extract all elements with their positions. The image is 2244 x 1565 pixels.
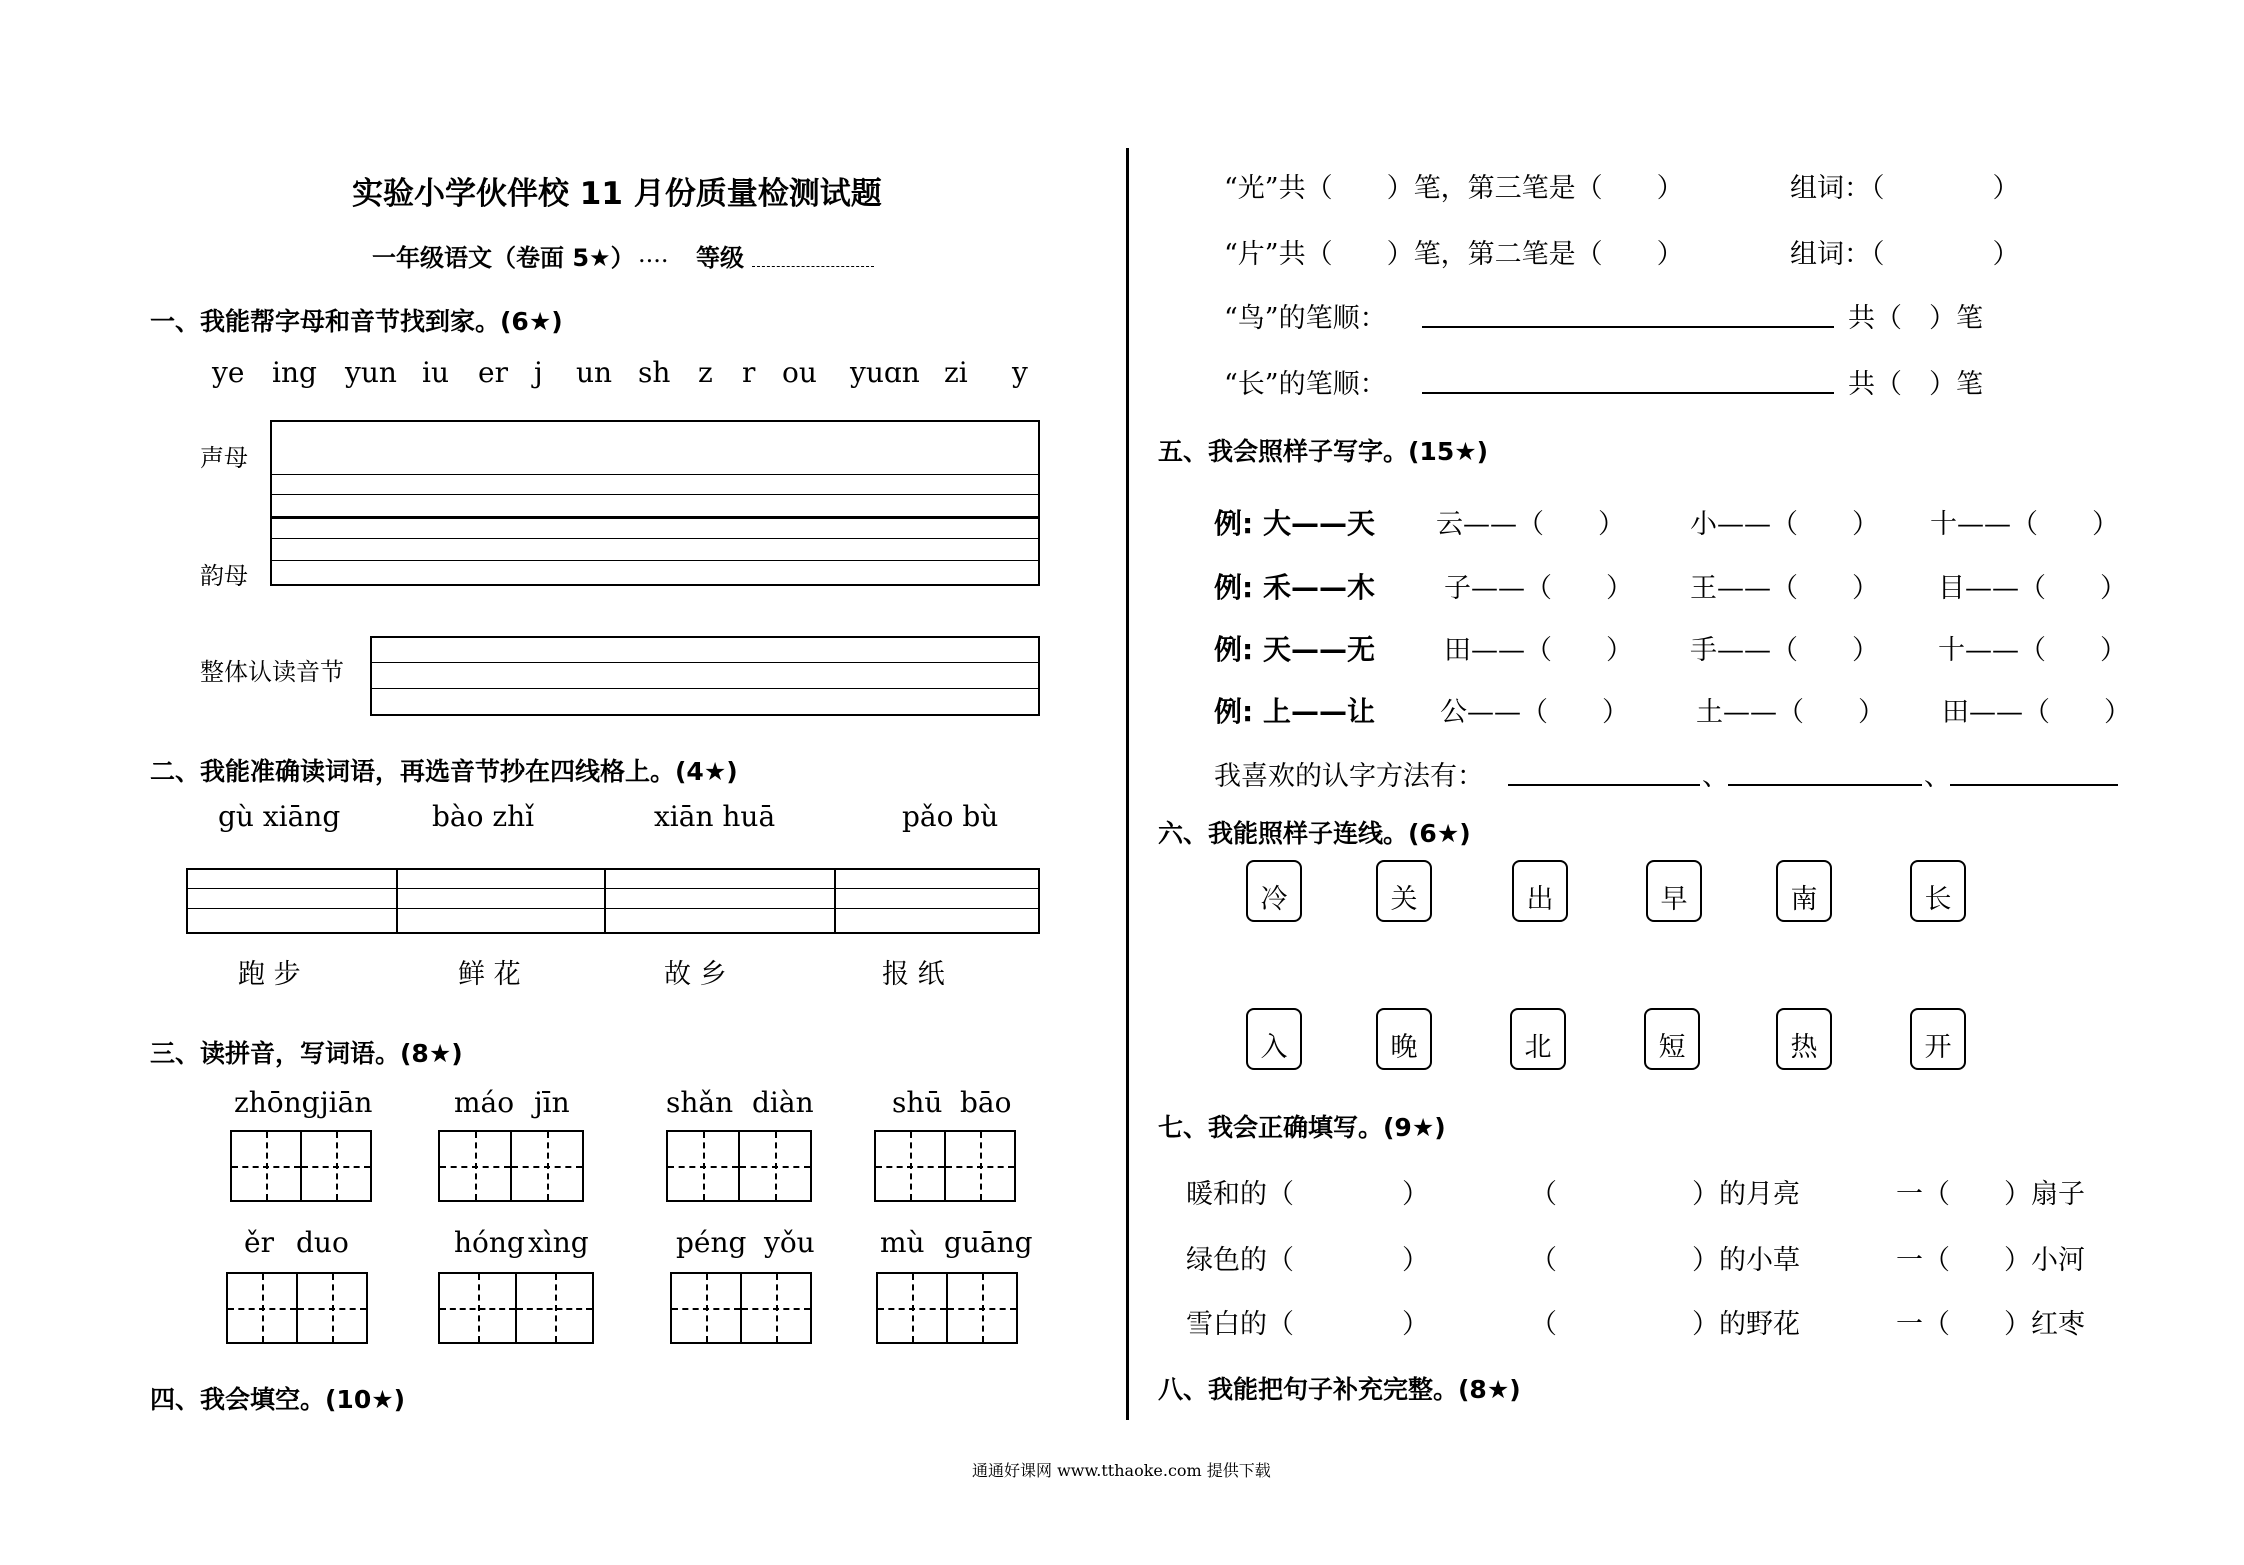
page-title: 实验小学伙伴校 11 月份质量检测试题 bbox=[352, 176, 882, 212]
s3-pinyin: jīn bbox=[534, 1086, 570, 1119]
s5-item: 十——（ ） bbox=[1930, 509, 2119, 540]
s3-pinyin: diàn bbox=[752, 1086, 814, 1119]
s1-letter: ou bbox=[782, 356, 817, 389]
s2-word: 鲜 花 bbox=[458, 959, 521, 990]
s3-pinyin: ěr bbox=[244, 1226, 274, 1259]
match-char-top[interactable]: 早 bbox=[1646, 860, 1702, 922]
method-blank[interactable] bbox=[1508, 784, 1700, 786]
footer-source: 通通好课网 www.tthaoke.com 提供下载 bbox=[972, 1461, 1271, 1480]
section-8-heading: 八、我能把句子补充完整。(8★) bbox=[1158, 1375, 1521, 1404]
method-blank[interactable] bbox=[1950, 784, 2118, 786]
match-char-bottom[interactable]: 北 bbox=[1510, 1008, 1566, 1070]
grade-blank[interactable] bbox=[752, 266, 874, 267]
s1-letter: ing bbox=[272, 356, 317, 389]
section-6-heading: 六、我能照样子连线。(6★) bbox=[1158, 819, 1471, 848]
stroke-order-blank[interactable] bbox=[1422, 392, 1834, 394]
s7-item: （ ）的小草 bbox=[1530, 1245, 1800, 1276]
section-4-heading: 四、我会填空。(10★) bbox=[150, 1385, 406, 1414]
tian-grid[interactable] bbox=[230, 1130, 372, 1202]
match-char-bottom[interactable]: 开 bbox=[1910, 1008, 1966, 1070]
match-char-bottom[interactable]: 热 bbox=[1776, 1008, 1832, 1070]
tian-grid[interactable] bbox=[226, 1272, 368, 1344]
s7-item: 一（ ）红枣 bbox=[1896, 1309, 2085, 1340]
s3-pinyin: péng bbox=[676, 1226, 747, 1259]
s5-item: 手——（ ） bbox=[1690, 635, 1879, 666]
s3-pinyin: jiān bbox=[320, 1086, 373, 1119]
s3-pinyin: bāo bbox=[960, 1086, 1012, 1119]
s4-line3-b: 共（ ）笔 bbox=[1848, 303, 1983, 334]
s1-letter: y bbox=[1012, 356, 1028, 389]
s4-line4-a: “长”的笔顺： bbox=[1224, 369, 1387, 400]
section-7-heading: 七、我会正确填写。(9★) bbox=[1158, 1113, 1446, 1142]
s1-letter: zi bbox=[944, 356, 968, 389]
section-5-heading: 五、我会照样子写字。(15★) bbox=[1158, 437, 1489, 466]
match-char-top[interactable]: 关 bbox=[1376, 860, 1432, 922]
s7-item: （ ）的野花 bbox=[1530, 1309, 1800, 1340]
s5-example: 例: 大——天 bbox=[1214, 507, 1375, 540]
s3-pinyin: shǎn bbox=[666, 1086, 734, 1119]
s3-pinyin: shū bbox=[892, 1086, 943, 1119]
s7-item: （ ）的月亮 bbox=[1530, 1179, 1800, 1210]
s4-line1-b: 组词：（ ） bbox=[1790, 173, 2020, 204]
s7-item: 一（ ）扇子 bbox=[1896, 1179, 2085, 1210]
match-char-bottom[interactable]: 晚 bbox=[1376, 1008, 1432, 1070]
tian-grid[interactable] bbox=[874, 1130, 1016, 1202]
s1-letter: ye bbox=[212, 356, 245, 389]
s5-item: 公——（ ） bbox=[1440, 697, 1629, 728]
column-divider bbox=[1126, 148, 1129, 1420]
s5-method-label: 我喜欢的认字方法有： bbox=[1214, 761, 1484, 792]
s1-letter: r bbox=[742, 356, 756, 389]
s4-line4-b: 共（ ）笔 bbox=[1848, 369, 1983, 400]
s3-pinyin: máo bbox=[454, 1086, 515, 1119]
s2-pinyin: xiān huā bbox=[654, 800, 776, 833]
s1-letter: er bbox=[478, 356, 508, 389]
match-char-top[interactable]: 冷 bbox=[1246, 860, 1302, 922]
grade-label: 等级 bbox=[696, 244, 744, 272]
match-char-bottom[interactable]: 入 bbox=[1246, 1008, 1302, 1070]
page-subtitle: 一年级语文（卷面 5★） bbox=[372, 244, 635, 272]
section-1-heading: 一、我能帮字母和音节找到家。(6★) bbox=[150, 307, 563, 336]
tian-grid[interactable] bbox=[438, 1272, 594, 1344]
s7-item: 绿色的（ ） bbox=[1186, 1245, 1429, 1276]
tian-grid[interactable] bbox=[670, 1272, 812, 1344]
subtitle-dots: .... bbox=[638, 240, 669, 268]
tian-grid[interactable] bbox=[438, 1130, 584, 1202]
match-char-top[interactable]: 出 bbox=[1512, 860, 1568, 922]
s1-letter: un bbox=[576, 356, 613, 389]
s2-four-line-grid[interactable] bbox=[186, 868, 1040, 934]
s1-letter: z bbox=[698, 356, 713, 389]
s5-item: 子——（ ） bbox=[1444, 573, 1633, 604]
s3-pinyin: zhōng bbox=[234, 1086, 320, 1119]
label-yunmu: 韵母 bbox=[200, 562, 248, 590]
method-blank[interactable] bbox=[1728, 784, 1922, 786]
s1-letter: iu bbox=[422, 356, 449, 389]
s5-item: 小——（ ） bbox=[1690, 509, 1879, 540]
s4-line2-a: “片”共（ ）笔，第二笔是（ ） bbox=[1224, 239, 1684, 270]
s3-pinyin: guāng bbox=[944, 1226, 1033, 1259]
s2-word: 报 纸 bbox=[882, 959, 945, 990]
s3-pinyin: yǒu bbox=[764, 1226, 815, 1259]
section-2-heading: 二、我能准确读词语，再选音节抄在四线格上。(4★) bbox=[150, 757, 738, 786]
s2-pinyin: bào zhǐ bbox=[432, 800, 535, 833]
s5-item: 目——（ ） bbox=[1938, 573, 2127, 604]
s7-item: 雪白的（ ） bbox=[1186, 1309, 1429, 1340]
s4-line1-a: “光”共（ ）笔，第三笔是（ ） bbox=[1224, 173, 1684, 204]
s4-line3-a: “鸟”的笔顺： bbox=[1224, 303, 1387, 334]
s5-item: 云——（ ） bbox=[1436, 509, 1625, 540]
s2-word: 故 乡 bbox=[664, 959, 727, 990]
s5-item: 王——（ ） bbox=[1690, 573, 1879, 604]
s5-example: 例: 禾——木 bbox=[1214, 571, 1375, 604]
s2-word: 跑 步 bbox=[238, 959, 301, 990]
s7-item: 一（ ）小河 bbox=[1896, 1245, 2085, 1276]
s5-item: 十——（ ） bbox=[1938, 635, 2127, 666]
tian-grid[interactable] bbox=[876, 1272, 1018, 1344]
s4-line2-b: 组词：（ ） bbox=[1790, 239, 2020, 270]
section-3-heading: 三、读拼音，写词语。(8★) bbox=[150, 1039, 463, 1068]
zhengti-grid[interactable] bbox=[370, 636, 1040, 716]
label-shengmu: 声母 bbox=[200, 444, 248, 472]
s5-item: 田——（ ） bbox=[1942, 697, 2131, 728]
s5-example: 例: 上——让 bbox=[1214, 695, 1375, 728]
label-zhengti: 整体认读音节 bbox=[200, 658, 344, 686]
s5-item: 土——（ ） bbox=[1696, 697, 1885, 728]
match-char-bottom[interactable]: 短 bbox=[1644, 1008, 1700, 1070]
s5-sep: 、 bbox=[1924, 761, 1951, 792]
s3-pinyin: duo bbox=[296, 1226, 349, 1259]
s1-letter: yuɑn bbox=[850, 356, 920, 389]
match-char-top[interactable]: 南 bbox=[1776, 860, 1832, 922]
match-char-top[interactable]: 长 bbox=[1910, 860, 1966, 922]
s1-letter: j bbox=[534, 356, 543, 389]
s3-pinyin: xìng bbox=[528, 1226, 589, 1259]
s5-sep: 、 bbox=[1702, 761, 1729, 792]
s5-example: 例: 天——无 bbox=[1214, 633, 1375, 666]
s1-letter: yun bbox=[345, 356, 397, 389]
tian-grid[interactable] bbox=[666, 1130, 812, 1202]
s3-pinyin: hóng bbox=[454, 1226, 525, 1259]
s7-item: 暖和的（ ） bbox=[1186, 1179, 1429, 1210]
stroke-order-blank[interactable] bbox=[1422, 326, 1834, 328]
shengmu-yunmu-grid[interactable] bbox=[270, 420, 1040, 586]
s1-letter: sh bbox=[638, 356, 671, 389]
s2-pinyin: pǎo bù bbox=[902, 800, 999, 833]
s2-pinyin: gù xiāng bbox=[218, 800, 341, 833]
s5-item: 田——（ ） bbox=[1444, 635, 1633, 666]
s3-pinyin: mù bbox=[880, 1226, 925, 1259]
